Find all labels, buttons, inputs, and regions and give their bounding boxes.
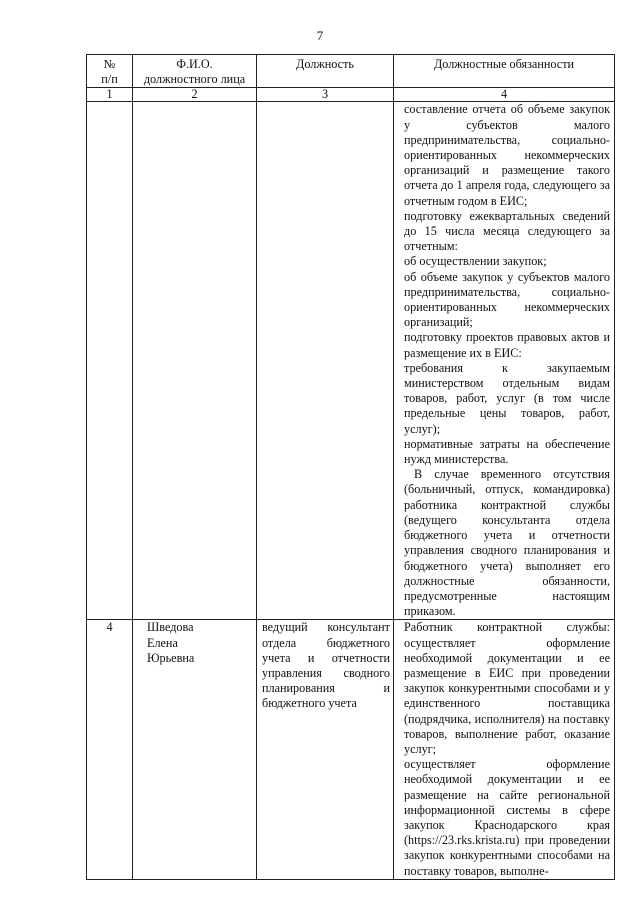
duty-paragraph: составление отчета об объеме закупок у субъектов малого предпринимательства, социально-ориентированных некоммерческих организаций и размещение такого отчета до 1 апреля года, следующего за отчетным годом в ЕИС;: [404, 102, 610, 208]
table-header-row: [87, 55, 615, 88]
header-name: [133, 55, 257, 88]
continued-position-cell: [257, 102, 394, 620]
continued-name-cell: [133, 102, 257, 620]
header-number-line1: №: [103, 57, 116, 71]
row4-name: [133, 620, 257, 879]
table-row-4: [87, 620, 615, 879]
duty-paragraph: нормативные затраты на обеспечение нужд министерства.: [404, 436, 610, 467]
row4-num: 4: [87, 620, 133, 879]
row4-surname: Шведова: [147, 620, 194, 635]
duties-table: [86, 54, 615, 880]
header-name-line1: Ф.И.О.: [176, 57, 213, 71]
duty-paragraph: подготовку проектов правовых актов и размещение их в ЕИС:: [404, 330, 610, 360]
header-number-line2: п/п: [101, 72, 118, 87]
table-row-continued: [87, 102, 615, 620]
continued-duties-cell: [394, 102, 615, 620]
column-number-2: 2: [133, 88, 257, 102]
duty-paragraph: об осуществлении закупок;: [404, 254, 547, 269]
continued-num-cell: [87, 102, 133, 620]
column-number-1: 1: [87, 88, 133, 102]
page-number: 7: [316, 28, 324, 43]
duty-paragraph: осуществляет оформление необходимой документации и ее размещение на сайте региональной информационной системы в сфере закупок Краснодарского края (https://23.rks.krista.ru) при проведении закупок конкурентными способами на поставку товаров, выполне-: [404, 757, 610, 878]
header-name-line2: должностного лица: [143, 72, 246, 87]
row4-duties-cell: [394, 620, 615, 879]
row4-patronymic: Юрьевна: [147, 650, 195, 665]
duty-paragraph: В случае временного отсутствия (больничный, отпуск, командировка) работника контрактной службы (ведущего консультанта отдела бюджетного учета и отчетности управления сводного планирования и бюджетного учета) выполняет его должностные обязанности, предусмотренные настоящим приказом.: [404, 467, 610, 619]
column-number-4: 4: [394, 88, 615, 102]
duty-paragraph: подготовку ежеквартальных сведений до 15 числа месяца следующего за отчетным:: [404, 208, 610, 254]
row4-first-name: Елена: [147, 635, 178, 650]
duty-paragraph: об объеме закупок у субъектов малого предпринимательства, социально-ориентированных некоммерческих организаций;: [404, 269, 610, 330]
duty-paragraph: требования к закупаемым министерством отдельным видам товаров, работ, услуг (в том числе предельные цены товаров, работ, услуг);: [404, 360, 610, 436]
row4-position: ведущий консультант отдела бюджетного учета и отчетности управления сводного планирования и бюджетного учета: [257, 620, 394, 879]
duty-paragraph: Работник контрактной службы: осуществляет оформление необходимой документации и ее размещение в ЕИС при проведении закупок конкурентными способами и у единственного поставщика (подрядчика, исполнителя) на поставку товаров, выполнение работ, оказание услуг;: [404, 620, 610, 756]
header-position: Должность: [257, 55, 394, 88]
column-number-3: 3: [257, 88, 394, 102]
header-number: [87, 55, 133, 88]
column-number-row: [87, 88, 615, 102]
header-duties: Должностные обязанности: [394, 55, 615, 88]
